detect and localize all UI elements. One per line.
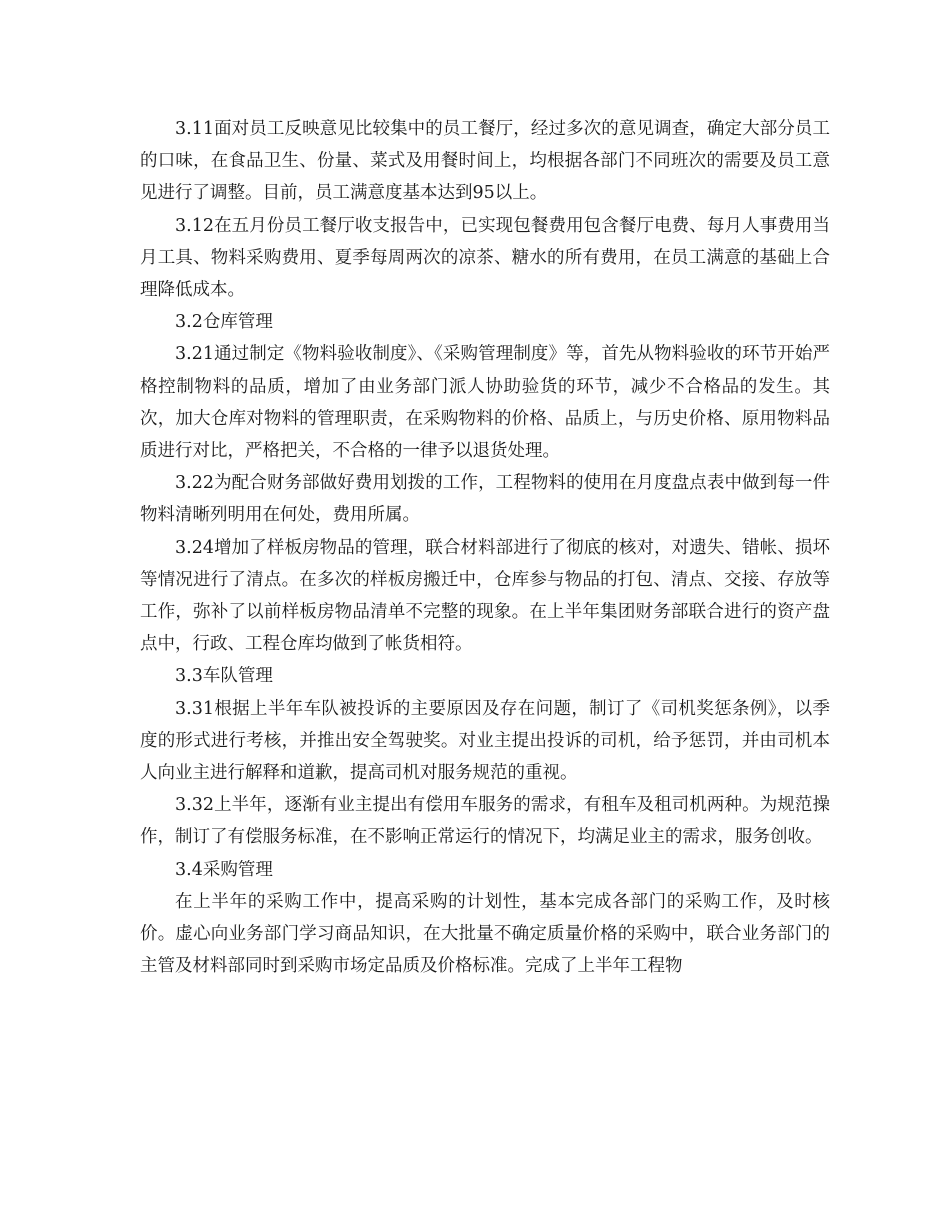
document-body [140, 113, 830, 982]
paragraph-3-32: 3.32上半年，逐渐有业主提出有偿用车服务的需求，有租车及租司机两种。为规范操作，制订了有偿服务标准，在不影响正常运行的情况下，均满足业主的需求，服务创收。 [140, 795, 830, 848]
section-heading-purchasing: 3.4采购管理 [175, 859, 273, 880]
paragraph-3-12: 3.12在五月份员工餐厅收支报告中，已实现包餐费用包含餐厅电费、每月人事费用当月工具、物料采购费用、夏季每周两次的凉茶、糖水的所有费用，在员工满意的基础上合理降低成本。 [140, 215, 830, 301]
paragraph-purchasing: 在上半年的采购工作中，提高采购的计划性，基本完成各部门的采购工作，及时核价。虚心向业务部门学习商品知识，在大批量不确定质量价格的采购中，联合业务部门的主管及材料部同时到采购市场定品质及价格标准。完成了上半年工程物 [140, 891, 830, 977]
paragraph-3-22: 3.22为配合财务部做好费用划拨的工作，工程物料的使用在月度盘点表中做到每一件物料清晰列明用在何处，费用所属。 [140, 473, 830, 526]
paragraph-3-11: 3.11面对员工反映意见比较集中的员工餐厅，经过多次的意见调查，确定大部分员工的口味，在食品卫生、份量、菜式及用餐时间上，均根据各部门不同班次的需要及员工意见进行了调整。目前，员工满意度基本达到95以上。 [140, 119, 830, 204]
paragraph-3-31: 3.31根据上半年车队被投诉的主要原因及存在问题，制订了《司机奖惩条例》，以季度的形式进行考核，并推出安全驾驶奖。对业主提出投诉的司机，给予惩罚，并由司机本人向业主进行解释和道歉，提高司机对服务规范的重视。 [140, 698, 830, 784]
paragraph-3-24: 3.24增加了样板房物品的管理，联合材料部进行了彻底的核对，对遗失、错帐、损坏等情况进行了清点。在多次的样板房搬迁中，仓库参与物品的打包、清点、交接、存放等工作，弥补了以前样板房物品清单不完整的现象。在上半年集团财务部联合进行的资产盘点中，行政、工程仓库均做到了帐货相符。 [140, 537, 830, 655]
section-heading-fleet: 3.3车队管理 [175, 666, 273, 687]
paragraph-3-21: 3.21通过制定《物料验收制度》、《采购管理制度》等，首先从物料验收的环节开始严格控制物料的品质，增加了由业务部门派人协助验货的环节，减少不合格品的发生。其次，加大仓库对物料的管理职责，在采购物料的价格、品质上，与历史价格、原用物料品质进行对比，严格把关，不合格的一律予以退货处理。 [140, 344, 830, 462]
section-heading-warehouse: 3.2仓库管理 [175, 312, 273, 333]
